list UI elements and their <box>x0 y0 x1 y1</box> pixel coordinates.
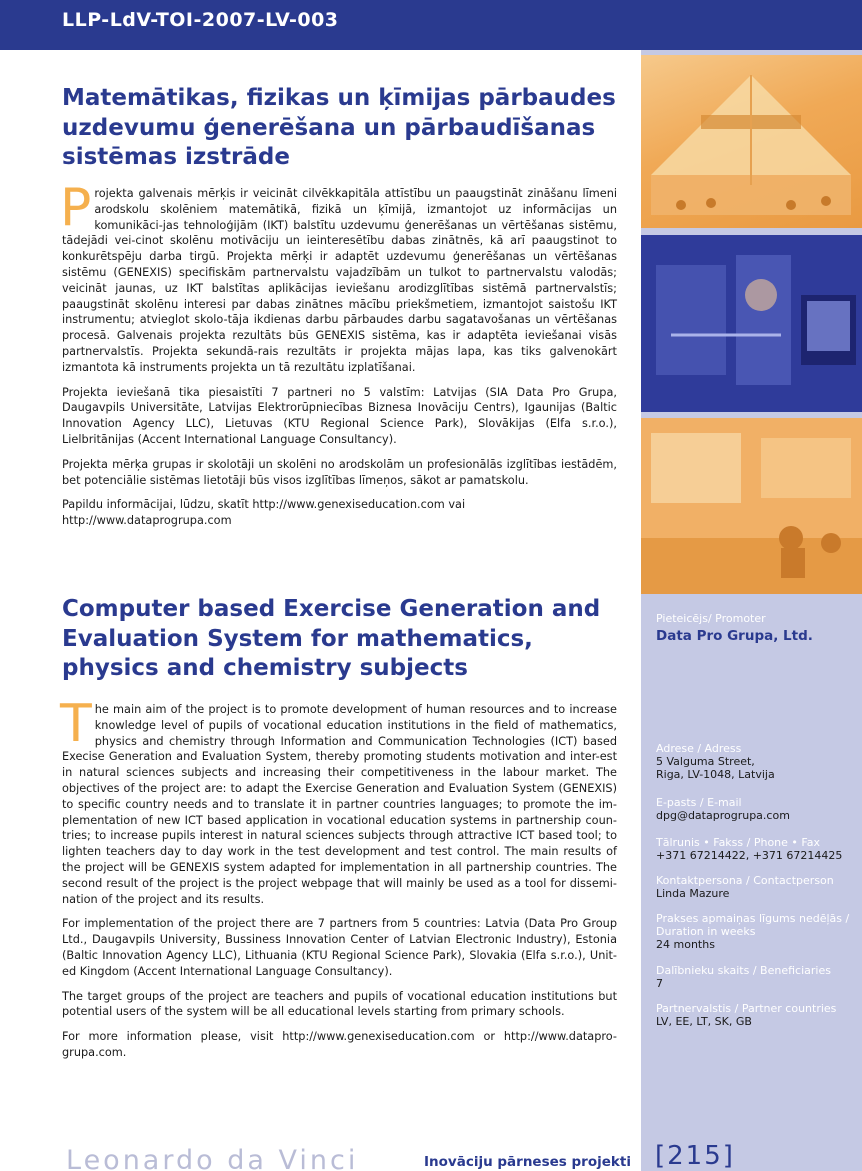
project-code: LLP-LdV-TOI-2007-LV-003 <box>62 9 339 31</box>
countries-block <box>656 1002 836 1028</box>
lab-equipment-photo <box>641 235 862 412</box>
beneficiaries-label: Dalībnieku skaits / Beneficiaries <box>656 964 831 977</box>
beneficiaries-value: 7 <box>656 977 663 990</box>
countries-value: LV, EE, LT, SK, GB <box>656 1015 752 1028</box>
latvian-info-paragraph: Papildu informācijai, lūdzu, skatīt http://www.genexiseducation.com vai http://www.dataprogrupa.com <box>62 498 466 528</box>
address-line1: 5 Valguma Street, <box>656 755 755 768</box>
english-partners-paragraph: For implementation of the project there are 7 partners from 5 countries: Latvia (Data Pro Group Ltd., Daugavpils University, Bussiness Innovation Center of Latvian Electronic Industry), Estonia (Baltic Innovation Agency LLC), Lithuania (KTU Regional Science Park), Slovakia (Elfa s.r.o.), Unit-ed Kingdom (Accent International Language Consultancy). <box>62 917 617 978</box>
address-line2: Riga, LV-1048, Latvija <box>656 768 775 781</box>
phone-label: Tālrunis • Fakss / Phone • Fax <box>656 836 820 849</box>
latvian-paragraph-text: rojekta galvenais mērķis ir veicināt cilvēkkapitāla attīstību un paaugstināt zināšanu līmeni arodskolu skolēniem matemātikā, fizikā un ķīmijā, izmantojot uz informācijas un komunikāci-jas tehnoloģijām (IKT) balstītu uzdevumu ģenerēšanas un vērtēšanas sistēmu, tādejādi vei-cinot skolēnu motivāciju un ieinteresētību dabas zinātnēs, kā arī paaugstinot to konkurētspēju darba tirgū. Projekta mērķi ir adaptēt uzdevumu ģenerēšanas un vērtēšanas sistēmu (GENEXIS) specifiskām partnervalstu vajadzībām un tulkot to partnervalstu valodās; veicināt jaunas, uz IKT balstītas aplikācijas ieviešanu arodizglītības sistēmā partnervalstīs; paaugstināt skolēnu interesi par dabas zinātnes mācību priekšmetiem, izmantojot saistošu IKT instrumentu; atvieglot skolo-tāja ikdienas darbu pārbaudes darbu sagatavošanas un vērtēšanas procesā. Galvenais projekta rezultāts būs GENEXIS sistēma, kas ir adaptēta ieviešanai visās partnervalstīs. Projekta sekundā-rais rezultāts ir projekta mājas lapa, kas tiks galvenokārt izmantota kā instruments projekta un tā rezultātu izplatīšanai. <box>62 187 617 374</box>
latvian-body <box>60 178 617 538</box>
address-block <box>656 742 775 781</box>
english-target-paragraph: The target groups of the project are teachers and pupils of vocational education institutions but potential users of the system will be all educational levels starting from primary schools. <box>62 989 617 1019</box>
english-dropcap: T <box>60 694 92 754</box>
english-info-paragraph: For more information please, visit http://www.genexiseducation.com or http://www.datapro-grupa.com. <box>62 1030 617 1059</box>
english-body <box>60 694 617 1070</box>
phone-value: +371 67214422, +371 67214425 <box>656 849 843 862</box>
latvian-paragraph <box>60 178 617 376</box>
latvian-partners-paragraph: Projekta ieviešanā tika piesaistīti 7 partneri no 5 valstīm: Latvijas (SIA Data Pro Grupa, Daugavpils Universitāte, Latvijas Elektrorūpniecības Biznesa Inovāciju Centrs), Igaunijas (Baltic Innovation Agency LLC), Lietuvas (KTU Regional Science Park), Slovākijas (Elfa s.r.o.), Lielbritānijas (Accent International Language Consultancy). <box>62 385 617 446</box>
footer-section-title: Inovāciju pārneses projekti <box>424 1154 631 1170</box>
email-value: dpg@dataprogrupa.com <box>656 809 790 822</box>
duration-block <box>656 912 849 951</box>
duration-value: 24 months <box>656 938 715 951</box>
page-number: [215] <box>655 1141 735 1171</box>
english-title: Computer based Exercise Generation and Evaluation System for mathematics, physics and chemistry subjects <box>62 596 601 681</box>
phone-block <box>656 836 842 862</box>
header-bar <box>0 0 862 50</box>
duration-label-1: Prakses apmaiņas līgums nedēļās / <box>656 912 850 925</box>
countries-label: Partnervalstis / Partner countries <box>656 1002 837 1015</box>
duration-label-2: Duration in weeks <box>656 925 756 938</box>
exhibition-hall-photo <box>641 418 862 594</box>
latvian-dropcap: P <box>60 178 92 238</box>
english-paragraph-text: he main aim of the project is to promote development of human resources and to increase knowledge level of pupils of vocational education institutions in the field of mathematics, physics and chemistry through Information and Communication Technologies (ICT) based Execise Generation and Evaluation System, thereby promoting students motivation and inter-est in natural sciences subjects and increasing their competitiveness in the labour market. The objectives of the project are: to adapt the Exercise Generation and Evaluation System (GENEXIS) to specific country needs and to translate it in partner countries languages; to promote the im-plementation of new ICT based application in vocational education systems in partnership coun-tries; to increase pupils interest in natural sciences subjects through attractive ICT based tool; to lighten teachers day to day work in the test development and test control. The main results of the project will be GENEXIS system adapted for implementation in all partnership countries. The second result of the project is the project webpage that will mainly be used as a tool for dissemi-nation of the project and its results. <box>62 703 617 906</box>
promoter-value: Data Pro Grupa, Ltd. <box>656 628 813 644</box>
email-label: E-pasts / E-mail <box>656 796 742 809</box>
leonardo-da-vinci-logo: Leonardo da Vinci <box>66 1145 359 1171</box>
contact-block <box>656 874 834 900</box>
english-paragraph <box>60 694 617 907</box>
beneficiaries-block <box>656 964 831 990</box>
promoter-label: Pieteicējs/ Promoter <box>656 612 766 625</box>
address-label: Adrese / Adress <box>656 742 742 755</box>
exhibition-tent-photo <box>641 55 862 228</box>
contact-value: Linda Mazure <box>656 887 730 900</box>
latvian-target-paragraph: Projekta mērķa grupas ir skolotāji un skolēni no arodskolām un profesionālās izglītības iestādēm, bet potenciālie sistēmas lietotāji būs visos izglītības līmeņos, sākot ar pamatskolu. <box>62 457 617 487</box>
email-block <box>656 796 790 822</box>
contact-label: Kontaktpersona / Contactperson <box>656 874 834 887</box>
latvian-title: Matemātikas, fizikas un ķīmijas pārbaudes uzdevumu ģenerēšana un pārbaudīšanas sistēmas izstrāde <box>62 85 616 170</box>
